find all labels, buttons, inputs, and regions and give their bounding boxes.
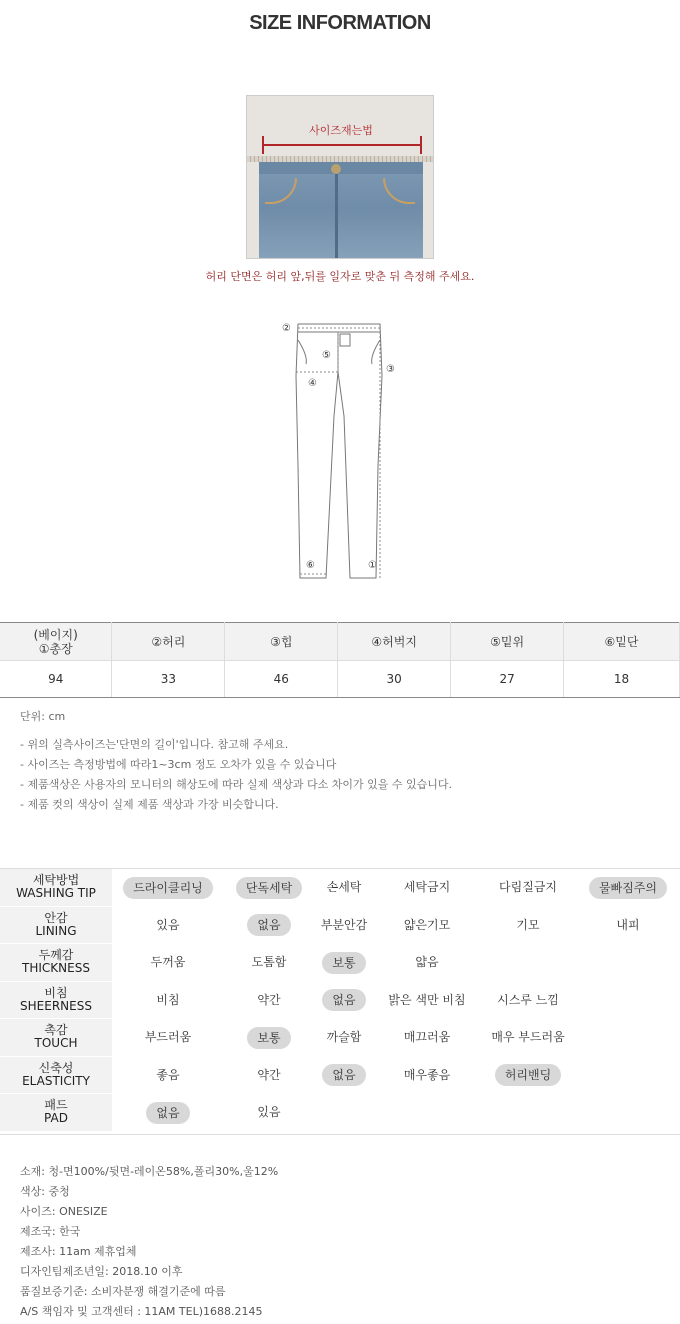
size-header-length: (베이지) ①총장	[0, 623, 112, 661]
characteristic-option-selected	[480, 1057, 576, 1094]
characteristic-option-label: 없음	[247, 914, 290, 936]
characteristic-option-label: 허리밴딩	[495, 1064, 561, 1086]
characteristic-option	[379, 982, 475, 1019]
characteristic-label: 촉감 TOUCH	[0, 1019, 112, 1056]
unit-label: 단위: cm	[20, 710, 66, 723]
size-notes	[20, 735, 452, 815]
spec-line: 제조사: 11am 제휴업체	[20, 1245, 137, 1258]
size-table-row	[0, 661, 680, 698]
characteristic-option	[379, 869, 475, 906]
front-pocket-left	[298, 340, 306, 364]
spec-line: A/S 책임자 및 고객센터 : 11AM TEL)1688.2145	[20, 1305, 263, 1318]
characteristic-option	[120, 1019, 216, 1056]
spec-line: 제조국: 한국	[20, 1225, 81, 1238]
characteristic-option-label: 매끄러움	[403, 1030, 451, 1044]
characteristic-option-label: 물빠짐주의	[589, 877, 667, 899]
characteristic-option-label: 부드러움	[144, 1030, 192, 1044]
characteristic-option-label: 약간	[257, 1067, 281, 1082]
characteristic-option-selected	[296, 1057, 392, 1094]
characteristic-option-label: 밝은 색만 비침	[388, 992, 466, 1007]
characteristic-option-label: 드라이클리닝	[123, 877, 213, 899]
characteristic-option	[379, 907, 475, 944]
size-value-length: 94	[0, 661, 112, 698]
characteristics-bottom-divider	[0, 1134, 680, 1135]
characteristic-option-label: 비침	[156, 992, 180, 1007]
characteristic-option-label: 얇음	[415, 955, 439, 969]
characteristic-option	[120, 982, 216, 1019]
pants-outline	[296, 324, 382, 578]
characteristic-row	[0, 869, 680, 907]
size-table	[0, 622, 680, 698]
characteristics-table	[0, 868, 680, 1132]
characteristic-option-label: 있음	[257, 1105, 281, 1119]
size-value-hip: 46	[225, 661, 338, 698]
page-title: SIZE INFORMATION	[249, 12, 431, 34]
characteristic-row	[0, 1094, 680, 1132]
characteristic-option-label: 없음	[322, 989, 365, 1011]
measuring-tape-image	[247, 156, 434, 162]
characteristic-option	[221, 1094, 317, 1131]
characteristic-option	[379, 1057, 475, 1094]
characteristic-option-label: 매우 부드러움	[491, 1030, 565, 1044]
product-specs	[20, 1162, 278, 1322]
characteristic-option-label: 없음	[146, 1102, 189, 1124]
characteristic-option-label: 까슬함	[326, 1030, 362, 1044]
characteristic-option	[120, 907, 216, 944]
spec-line: 디자인팀제조년일: 2018.10 이후	[20, 1265, 183, 1278]
measurement-photo	[246, 95, 434, 259]
pants-diagram	[278, 316, 400, 582]
characteristic-label: 패드 PAD	[0, 1094, 112, 1131]
diagram-marker-waist: ②	[282, 323, 291, 334]
characteristic-row	[0, 944, 680, 982]
size-header-rise: ⑤밑위	[451, 623, 564, 661]
characteristic-option	[480, 1019, 576, 1056]
characteristic-option	[296, 869, 392, 906]
characteristic-option	[480, 869, 576, 906]
characteristic-row	[0, 907, 680, 945]
characteristic-option-label: 세탁금지	[403, 880, 451, 894]
characteristic-option-label: 보통	[247, 1027, 290, 1049]
measure-line	[263, 144, 421, 146]
note-item: - 제품색상은 사용자의 모니터의 해상도에 따라 실제 색상과 다소 차이가 있을 수 있습니다.	[20, 778, 452, 791]
spec-line: 사이즈: ONESIZE	[20, 1205, 108, 1218]
size-value-rise: 27	[451, 661, 564, 698]
diagram-marker-hip: ③	[386, 364, 395, 375]
characteristic-option	[379, 944, 475, 981]
characteristic-label: 안감 LINING	[0, 907, 112, 944]
characteristic-label: 비침 SHEERNESS	[0, 982, 112, 1019]
characteristic-option-label: 보통	[322, 952, 365, 974]
characteristic-option	[379, 1019, 475, 1056]
characteristic-row	[0, 1019, 680, 1057]
characteristic-option-label: 좋음	[156, 1067, 180, 1082]
characteristic-option-label: 도톰함	[251, 955, 287, 969]
characteristic-option	[120, 944, 216, 981]
characteristic-option-selected	[120, 1094, 216, 1131]
characteristic-option-selected	[580, 869, 676, 906]
characteristic-option-label: 매우좋음	[403, 1067, 451, 1082]
characteristic-option-label: 있음	[156, 917, 180, 932]
size-header-hem: ⑥밑단	[564, 623, 680, 661]
characteristic-label: 두께감 THICKNESS	[0, 944, 112, 981]
diagram-marker-hem: ⑥	[306, 560, 315, 571]
size-header-waist: ②허리	[112, 623, 225, 661]
characteristic-option-label: 두꺼움	[150, 955, 186, 969]
characteristic-option	[480, 907, 576, 944]
characteristic-option-label: 내피	[616, 917, 640, 932]
characteristic-option-label: 부분안감	[320, 917, 368, 932]
spec-line: 소재: 청-면100%/뒷면-레이온58%,폴리30%,울12%	[20, 1165, 279, 1178]
note-item: - 사이즈는 측정방법에 따라1~3cm 정도 오차가 있을 수 있습니다	[20, 758, 337, 771]
measure-label: 사이즈재는법	[309, 124, 373, 137]
characteristic-option	[480, 982, 576, 1019]
characteristic-option-label: 없음	[322, 1064, 365, 1086]
characteristic-option-selected	[296, 982, 392, 1019]
fly-image	[335, 174, 338, 259]
characteristic-option-label: 얇은기모	[403, 917, 451, 932]
coin-pocket	[340, 334, 350, 346]
characteristic-row	[0, 982, 680, 1020]
size-header-hip: ③힙	[225, 623, 338, 661]
size-value-hem: 18	[564, 661, 680, 698]
spec-line: 색상: 중청	[20, 1185, 70, 1198]
characteristic-option	[580, 907, 676, 944]
characteristic-option	[296, 1019, 392, 1056]
measure-tick-left	[262, 136, 264, 154]
size-value-thigh: 30	[338, 661, 451, 698]
characteristic-option-label: 기모	[516, 917, 540, 932]
characteristic-option-label: 시스루 느낌	[497, 992, 559, 1007]
characteristic-option-selected	[296, 944, 392, 981]
diagram-marker-thigh: ④	[308, 378, 317, 389]
characteristic-label: 신축성 ELASTICITY	[0, 1057, 112, 1094]
characteristic-label: 세탁방법 WASHING TIP	[0, 869, 112, 906]
characteristic-option-selected	[120, 869, 216, 906]
note-item: - 제품 컷의 색상이 실제 제품 색상과 가장 비슷합니다.	[20, 798, 279, 811]
spec-line: 품질보증기준: 소비자분쟁 해결기준에 따름	[20, 1285, 226, 1298]
size-header-thigh: ④허벅지	[338, 623, 451, 661]
characteristic-option-label: 다림질금지	[499, 880, 557, 894]
characteristic-option-label: 손세탁	[326, 880, 362, 894]
waistband-image	[259, 162, 423, 174]
characteristic-option	[120, 1057, 216, 1094]
front-pocket-right	[372, 340, 380, 364]
measure-tick-right	[420, 136, 422, 154]
size-table-header-row	[0, 623, 680, 661]
characteristic-option	[296, 907, 392, 944]
photo-caption: 허리 단면은 허리 앞,뒤를 일자로 맞춘 뒤 측정해 주세요.	[205, 270, 475, 283]
characteristic-option-label: 약간	[257, 992, 281, 1007]
size-value-waist: 33	[112, 661, 225, 698]
note-item: - 위의 실측사이즈는'단면의 길이'입니다. 참고해 주세요.	[20, 738, 289, 751]
diagram-marker-rise: ⑤	[322, 350, 331, 361]
diagram-marker-length: ①	[368, 560, 377, 571]
characteristic-row	[0, 1057, 680, 1095]
characteristic-option-label: 단독세탁	[236, 877, 302, 899]
jeans-button-image	[331, 164, 341, 174]
